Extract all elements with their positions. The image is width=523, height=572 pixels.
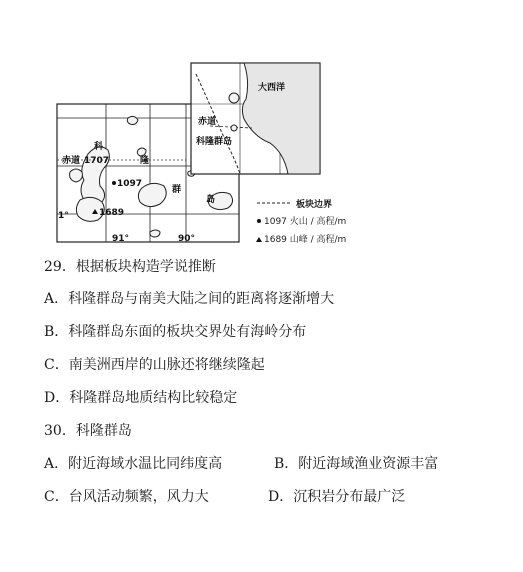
question-30-option-a: A．附近海域水温比同纬度高 <box>44 456 223 472</box>
inset-islands-label: 科隆群岛 <box>196 137 233 147</box>
main-char-4: 岛 <box>206 195 216 205</box>
lon-91-label: 91° <box>112 234 130 244</box>
question-29-stem: 29．根据板块构造学说推断 <box>44 259 216 275</box>
legend-peak: 1689 山峰 / 高程/m <box>264 235 347 245</box>
main-equator-label: 赤道 <box>62 156 81 166</box>
main-lon-left-label: 1707 <box>84 156 110 166</box>
island-fernandina <box>70 169 83 182</box>
lat-tick-label: 1° <box>58 211 69 221</box>
island-santa-cruz <box>138 183 166 206</box>
legend-boundary: 板块边界 <box>296 200 333 210</box>
legend <box>256 198 346 245</box>
question-30-option-d: D．沉积岩分布最广泛 <box>268 489 406 505</box>
legend-volcano: 1097 火山 / 高程/m <box>264 217 347 227</box>
main-char-1: 科 <box>94 142 104 152</box>
main-char-3: 群 <box>172 185 182 195</box>
question-29-option-a: A．科隆群岛与南美大陆之间的距离将逐渐增大 <box>44 291 335 307</box>
question-30-option-c: C．台风活动频繁，风力大 <box>44 489 209 505</box>
peak-1689-label: 1689 <box>99 208 125 218</box>
island-small-south <box>150 230 160 237</box>
question-30-stem: 30．科隆群岛 <box>44 423 132 439</box>
question-29-option-b: B．科隆群岛东面的板块交界处有海岭分布 <box>44 324 307 340</box>
question-30-option-b: B．附近海域渔业资源丰富 <box>274 456 439 472</box>
peak-1097-label: 1097 <box>117 179 143 189</box>
volcano-marker <box>112 179 142 189</box>
island-north-2 <box>137 148 146 156</box>
inset-equator-label: 赤道 <box>198 117 217 127</box>
main-char-2: 隆 <box>140 156 150 166</box>
question-29-option-d: D．科隆群岛地质结构比较稳定 <box>44 390 238 406</box>
island-north-1 <box>127 116 138 124</box>
inset-ocean-label: 大西洋 <box>258 83 286 93</box>
map-figure <box>0 0 523 255</box>
lon-90-label: 90° <box>178 234 196 244</box>
question-29-option-c: C．南美洲西岸的山脉还将继续隆起 <box>44 357 265 373</box>
